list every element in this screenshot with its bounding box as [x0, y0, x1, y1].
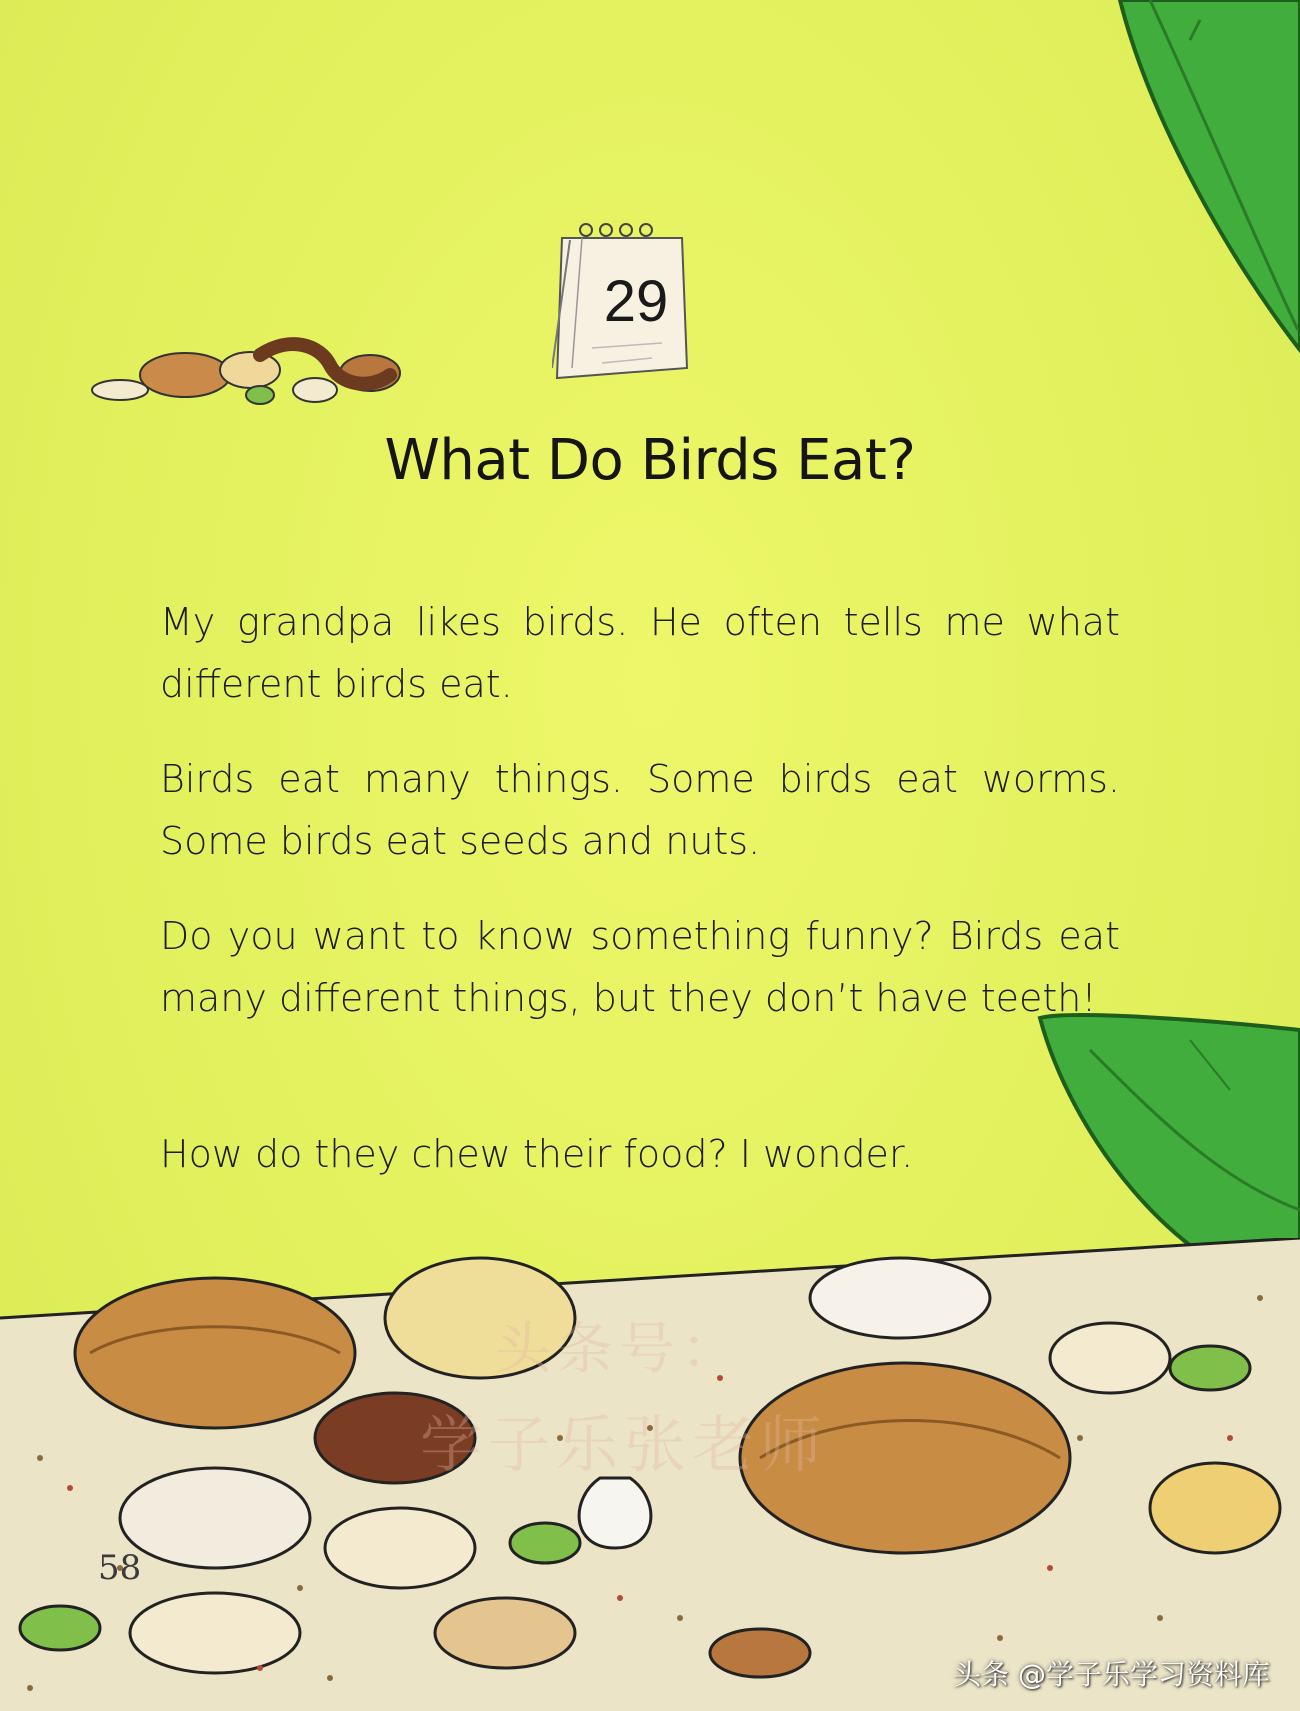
paragraph-4: How do they chew their food? I wonder. — [160, 1132, 914, 1176]
leaf-top-illustration — [1030, 0, 1300, 360]
paragraph-1: My grandpa likes birds. He often tells me what different birds eat. — [160, 600, 1120, 706]
watermark-line-1: 头条号： — [495, 1317, 743, 1382]
paragraph-2: Birds eat many things. Some birds eat worms. Some birds eat seeds and nuts. — [160, 757, 1120, 863]
lesson-number: 29 — [603, 269, 669, 334]
nuts-worm-illustration — [90, 335, 430, 415]
watermark-line-2: 学子乐张老师 — [420, 1408, 829, 1481]
page-title: What Do Birds Eat? — [384, 428, 916, 493]
page-number: 58 — [98, 1548, 142, 1588]
source-credit: 头条 @学子乐学习资料库 — [953, 1658, 1270, 1691]
paragraph-3: Do you want to know something funny? Birds eat many different things, but they don’t have teeth! — [160, 914, 1120, 1020]
